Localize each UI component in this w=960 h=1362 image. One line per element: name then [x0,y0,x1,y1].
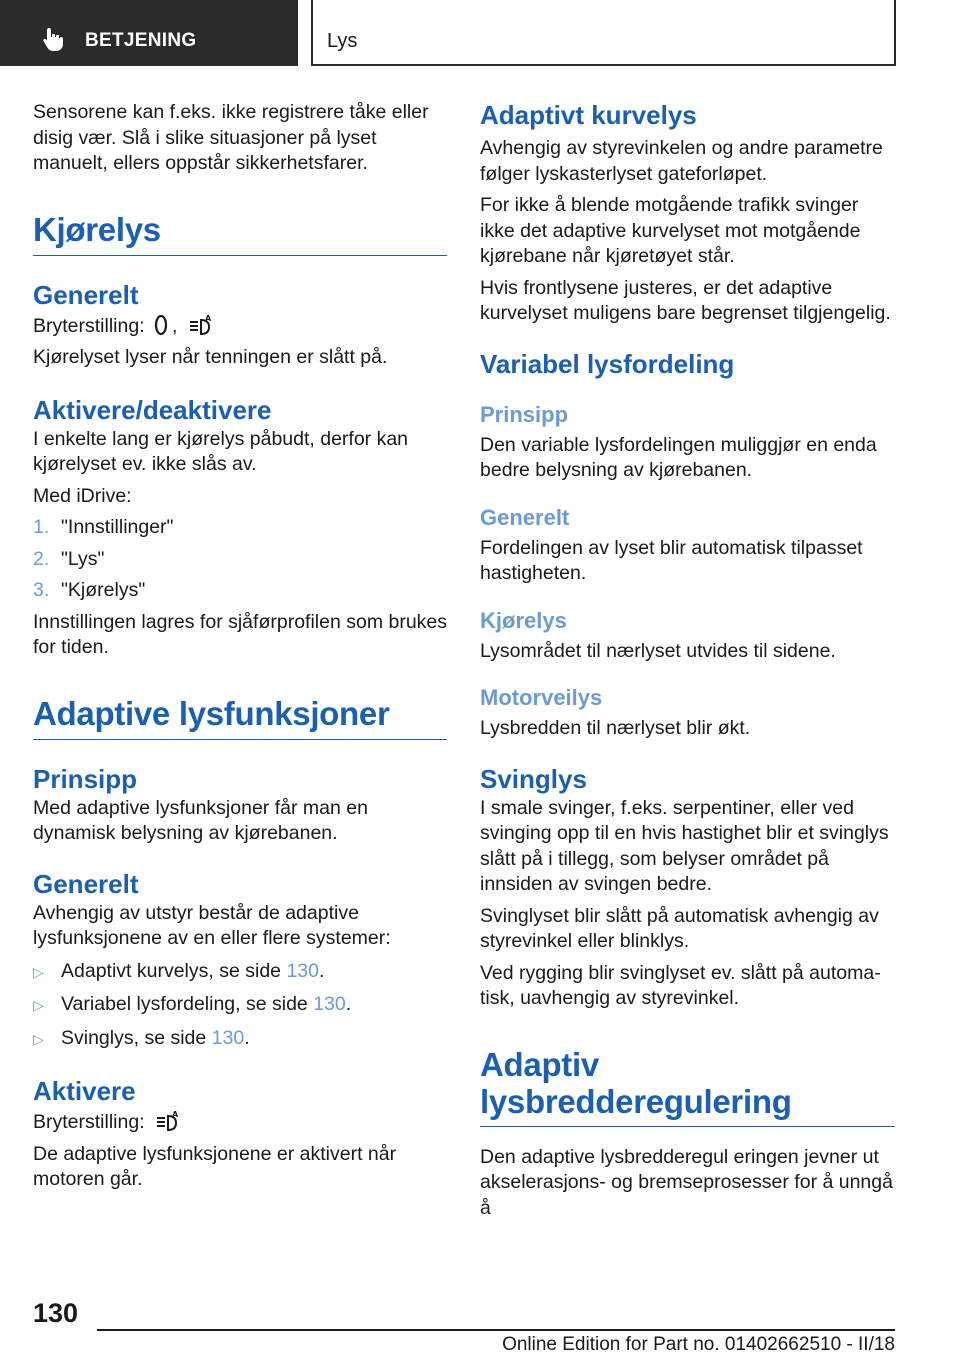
heading-variabel-lysfordeling: Variabel lysfordeling [480,348,735,379]
generelt-text: Kjørelyset lyser når tenningen er slått på. [33,346,388,368]
list-item: 3. "Kjørelys" [33,579,146,601]
page-link[interactable]: 130 [313,993,346,1015]
bryterstilling-label: Bryterstilling: [33,314,145,337]
auto-headlight-icon [154,1110,182,1132]
heading-adaptivt-kurvelys: Adaptivt kurvelys [480,100,697,130]
chapter-label: Lys [327,30,358,52]
auto-headlight-icon [187,314,215,336]
intro-paragraph: Sensorene kan f.eks. ikke registrere tåke eller disig vær. Slå i slike situasjoner på lyset manuelt, ellers oppstår sikkerhetsfarer. [33,101,429,174]
heading-prinsipp-variabel: Prinsipp [480,401,569,427]
section-tab [0,0,298,66]
bryterstilling-sep: , [172,314,178,337]
chapter-box [311,0,896,66]
svinglys-p2: Svinglyset blir slått på automatisk avhengig av styrevinkel eller blinklys. [480,904,879,952]
svg-text:A: A [172,1110,179,1119]
generelt-variabel-text: Fordelingen av lyset blir automatisk tilpasset hastigheten. [480,536,863,584]
heading-svinglys: Svinglys [480,763,587,794]
aktivere-text: I enkelte lang er kjørelys påbudt, derfor kan kjørelyset ev. ikke slås av. [33,427,409,475]
left-column [33,100,447,1193]
prinsipp-text: Med adaptive lysfunksjoner får man en dynamisk belysning av kjørebanen. [33,796,368,844]
triangle-bullet-icon: ▷ [33,1030,44,1047]
heading-adaptiv-lysbredderegulering: Adaptiv lysbredderegulering [480,1046,895,1127]
kurvelys-p1: Avhengig av styrevinkelen og andre parametre følger lyskasterlyset gateforløpet. [480,137,883,185]
list-item: 1. "Innstillinger" [33,516,174,538]
hand-pointer-icon [40,26,66,52]
heading-generelt-variabel: Generelt [480,504,570,530]
heading-motorveilys: Motorveilys [480,685,603,710]
svinglys-p1: I smale svinger, f.eks. serpentiner, eller ved svinging opp til en hvis hastighet blir et svinglys slått på i tillegg, som belyser området på innsiden av svingen bedre. [480,796,889,895]
page-number: 130 [33,1298,79,1328]
footer-edition: Online Edition for Part no. 01402662510 - II/18 [502,1334,895,1355]
bryterstilling-line [33,314,447,340]
heading-prinsipp: Prinsipp [33,763,138,794]
right-column [480,100,895,1221]
idrive-steps [33,515,447,604]
heading-kjorelys: Kjørelys [33,211,447,256]
page-link[interactable]: 130 [286,959,319,982]
aktivere-bryter-line: Bryterstilling: A [33,1110,447,1136]
generelt-adaptive-text: Avhengig av utstyr består de adaptive lysfunksjonene av en eller flere systemer: [33,901,391,949]
prinsipp-variabel-text: Den variable lysfordelingen muliggjør en enda bedre belysning av kjørebanen. [480,433,877,481]
idrive-label: Med iDrive: [33,484,132,507]
kjorelys-variabel-text: Lysområdet til nærlyset utvides til sidene. [480,639,836,662]
footer-divider [97,1329,895,1331]
heading-adaptive-lysfunksjoner: Adaptive lysfunksjoner [33,695,447,740]
heading-generelt: Generelt [33,279,139,310]
page-link[interactable]: 130 [211,1026,245,1049]
kurvelys-p2: For ikke å blende motgående trafikk svinger ikke det adaptive kurvelyset mot motgående kjørebane når kjøretøyet står. [480,194,861,267]
page-header [0,0,960,66]
list-item: ▷ Svinglys, se side 130. [33,1026,447,1053]
heading-aktivere-deaktivere: Aktivere/deaktivere [33,394,272,425]
triangle-bullet-icon: ▷ [33,997,44,1013]
adaptive-bullets [33,959,447,1053]
kurvelys-p3: Hvis frontlysene justeres, er det adaptive kurvelyset muligens bare begrenset tilgjengelig. [480,276,891,324]
lagres-text: Innstillingen lagres for sjåførprofilen som brukes for tiden. [33,610,448,658]
heading-aktivere: Aktivere [33,1076,136,1106]
heading-kjorelys-variabel: Kjørelys [480,607,567,633]
list-item: ▷ Variabel lysfordeling, se side 130. [33,992,447,1019]
svg-text:A: A [204,313,212,323]
svinglys-p3: Ved rygging blir svinglyset ev. slått på automatisk, uavhengig av styrevinkel. [480,961,881,1009]
list-item: 2. "Lys" [33,547,105,570]
motorveilys-text: Lysbredden til nærlyset blir økt. [480,717,751,739]
section-label: BETJENING [85,30,197,51]
triangle-bullet-icon: ▷ [33,963,44,980]
switch-off-icon [154,314,168,336]
list-item: ▷ Adaptivt kurvelys, se side 130. [33,959,447,986]
heading-generelt-adaptive: Generelt [33,868,139,899]
lysbredde-text: Den adaptive lysbredderegul eringen jevner ut akselerasjons- og bremseprosesser for å unngå å [480,1145,893,1219]
aktivere-text-adaptive: De adaptive lysfunksjonene er aktivert når motoren går. [33,1142,397,1190]
